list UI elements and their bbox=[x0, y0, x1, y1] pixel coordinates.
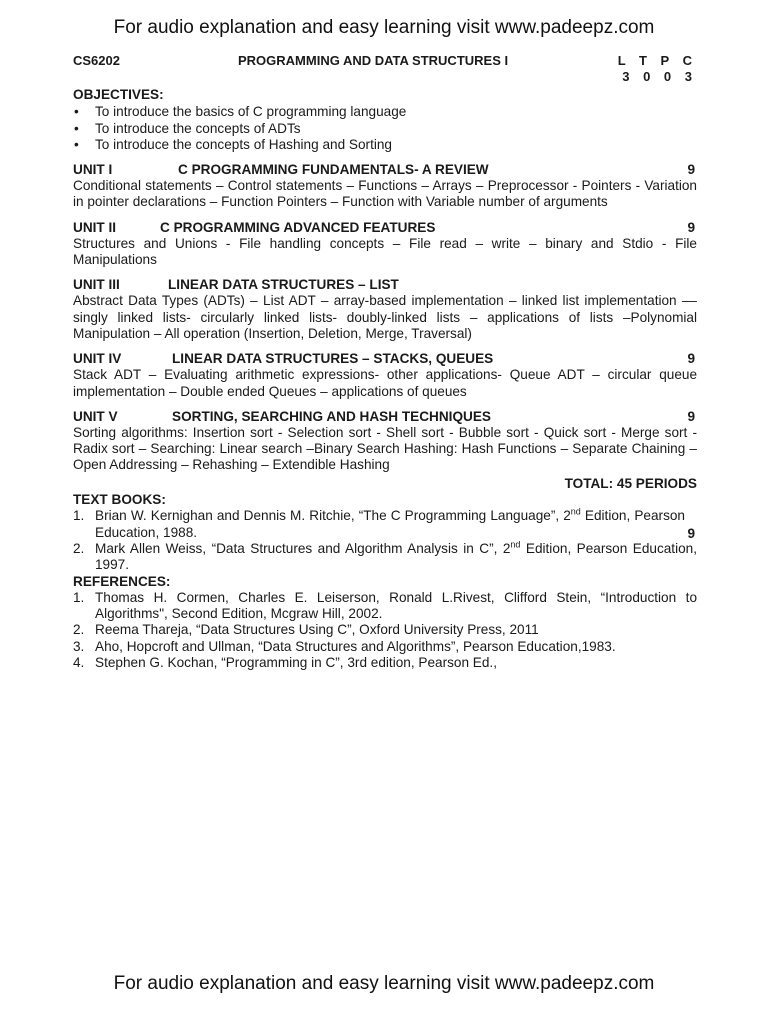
unit-title: C PROGRAMMING FUNDAMENTALS- A REVIEW bbox=[178, 162, 489, 178]
textbooks-section bbox=[73, 492, 697, 573]
unit-hours: 9 bbox=[687, 219, 695, 235]
stray-hours: 9 bbox=[687, 526, 695, 542]
unit-heading bbox=[73, 162, 697, 178]
unit-label: UNIT IV bbox=[73, 351, 122, 367]
item-number: 1. bbox=[73, 589, 85, 605]
reference-text: Aho, Hopcroft and Ullman, “Data Structures and Algorithms”, Pearson Education,1983. bbox=[95, 638, 616, 654]
unit-1 bbox=[73, 162, 697, 211]
item-number: 2. bbox=[73, 622, 85, 638]
course-header bbox=[73, 53, 697, 87]
unit-label: UNIT I bbox=[73, 162, 113, 178]
ltpc-values: 3 0 0 3 bbox=[622, 69, 697, 84]
item-number: 2. bbox=[73, 540, 85, 556]
objective-item: • To introduce the basics of C programming language bbox=[95, 104, 697, 120]
unit-heading bbox=[73, 351, 697, 367]
objectives-list bbox=[73, 104, 697, 153]
unit-title: LINEAR DATA STRUCTURES – LIST bbox=[168, 277, 399, 293]
unit-body: Sorting algorithms: Insertion sort - Selection sort - Shell sort - Bubble sort - Quick sort - Merge sort - Radix sort – Searching: Linear search –Binary Search Hashing: Hash Functions – Separate Chaining – Open Addressing – Rehashing – Extendible Hashing bbox=[73, 424, 697, 473]
superscript: nd bbox=[570, 506, 581, 517]
unit-label: UNIT V bbox=[73, 408, 118, 424]
unit-body: Stack ADT – Evaluating arithmetic expressions- other applications- Queue ADT – circular queue implementation – Double ended Queues – applications of queues bbox=[73, 367, 697, 399]
reference-item bbox=[73, 638, 697, 655]
textbook-text: Mark Allen Weiss, “Data Structures and Algorithm Analysis in C”, 2 bbox=[95, 540, 511, 556]
textbook-item bbox=[73, 506, 697, 541]
item-number: 1. bbox=[73, 508, 85, 524]
reference-text: Stephen G. Kochan, “Programming in C”, 3rd edition, Pearson Ed., bbox=[95, 655, 497, 671]
objective-item: • To introduce the concepts of ADTs bbox=[95, 121, 697, 137]
unit-body: Conditional statements – Control statements – Functions – Arrays – Preprocessor - Pointers - Variation in pointer declarations – Function Pointers – Function with Variable number of arguments bbox=[73, 178, 697, 210]
unit-heading bbox=[73, 277, 697, 293]
item-number: 3. bbox=[73, 638, 85, 654]
top-banner: For audio explanation and easy learning visit www.padeepz.com bbox=[113, 17, 655, 38]
unit-5 bbox=[73, 409, 697, 474]
unit-hours: 9 bbox=[687, 162, 695, 178]
reference-text: Reema Thareja, “Data Structures Using C”, Oxford University Press, 2011 bbox=[95, 622, 539, 638]
superscript: nd bbox=[510, 539, 521, 550]
syllabus-page bbox=[73, 53, 697, 671]
unit-heading bbox=[73, 220, 697, 236]
unit-hours: 9 bbox=[687, 408, 695, 424]
unit-2 bbox=[73, 220, 697, 269]
unit-body: Structures and Unions - File handling concepts – File read – write – binary and Stdio - File Manipulations bbox=[73, 235, 697, 268]
course-title: PROGRAMMING AND DATA STRUCTURES I bbox=[238, 53, 509, 68]
bottom-banner: For audio explanation and easy learning visit www.padeepz.com bbox=[113, 973, 655, 994]
course-code: CS6202 bbox=[73, 53, 120, 68]
textbook-text-cont: Edition, Pearson Education, 1988. bbox=[95, 508, 685, 540]
ltpc-block bbox=[618, 53, 697, 85]
unit-title: LINEAR DATA STRUCTURES – STACKS, QUEUES bbox=[172, 351, 494, 367]
unit-label: UNIT II bbox=[73, 219, 117, 235]
item-number: 4. bbox=[73, 655, 85, 671]
objective-item: • To introduce the concepts of Hashing and Sorting bbox=[95, 137, 697, 153]
reference-item bbox=[73, 655, 697, 671]
unit-body: Abstract Data Types (ADTs) – List ADT – array-based implementation – linked list implementation –– singly linked lists- circularly linked lists- doubly-linked lists – applications of lists –Polynomial Manipulation – All operation (Insertion, Deletion, Merge, Traversal) bbox=[73, 293, 697, 341]
unit-hours: 9 bbox=[687, 351, 695, 367]
references-list bbox=[73, 590, 697, 671]
unit-title: SORTING, SEARCHING AND HASH TECHNIQUES bbox=[172, 408, 491, 424]
unit-label: UNIT III bbox=[73, 277, 120, 293]
references-heading: REFERENCES: bbox=[73, 573, 171, 589]
textbooks-heading: TEXT BOOKS: bbox=[73, 492, 166, 508]
unit-4 bbox=[73, 351, 697, 400]
total-periods: TOTAL: 45 PERIODS bbox=[564, 475, 697, 491]
textbook-text-cont: Edition, Pearson Education, 1997. bbox=[95, 540, 697, 573]
reference-item bbox=[73, 622, 697, 638]
unit-heading bbox=[73, 409, 697, 425]
unit-title: C PROGRAMMING ADVANCED FEATURES bbox=[160, 219, 436, 235]
textbook-item bbox=[73, 539, 697, 574]
unit-3 bbox=[73, 277, 697, 342]
textbooks-list bbox=[73, 508, 697, 573]
objectives-heading: OBJECTIVES: bbox=[73, 87, 164, 102]
textbook-text: Brian W. Kernighan and Dennis M. Ritchie, “The C Programming Language”, 2 bbox=[95, 508, 571, 524]
reference-text: Thomas H. Cormen, Charles E. Leiserson, Ronald L.Rivest, Clifford Stein, “Introduction to Algorithms", Second Edition, Mcgraw Hill, 2002. bbox=[95, 589, 697, 622]
reference-item bbox=[73, 589, 697, 623]
ltpc-letters: L T P C bbox=[617, 53, 697, 68]
